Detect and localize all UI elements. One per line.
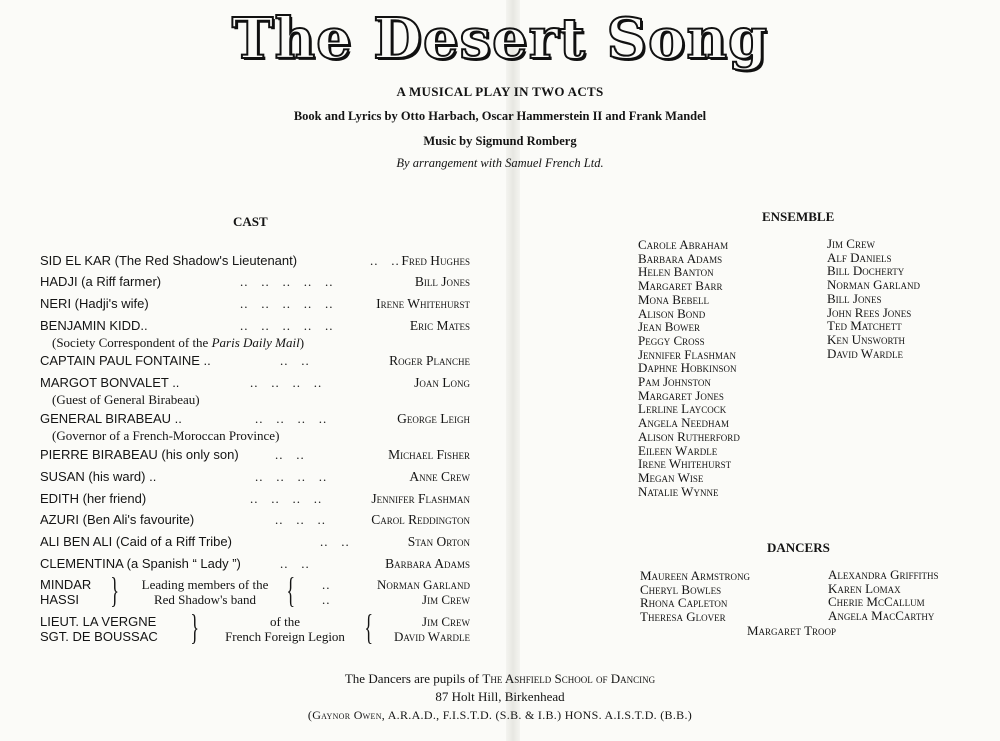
performer-name: Norman Garland (827, 277, 921, 293)
performer-name: Ted Matchett (827, 318, 902, 334)
cast-row (40, 411, 480, 429)
cast-role: EDITH (her friend) (40, 491, 147, 506)
performer-name: Alf Daniels (827, 249, 892, 265)
cast-actor: Roger Planche (389, 353, 470, 368)
dancers-heading: DANCERS (767, 540, 830, 555)
cast-row (40, 274, 480, 292)
arrangement-credit: By arrangement with Samuel French Ltd. (396, 156, 604, 170)
role-hassi: HASSI (40, 592, 80, 607)
performer-name: Megan Wise (638, 469, 704, 485)
performer-name: David Wardle (827, 345, 904, 361)
cast-actor: Fred Hughes (401, 253, 470, 268)
description-emphasis: Paris Daily Mail (211, 335, 300, 350)
cast-role-description (52, 335, 304, 351)
actor-jim-crew: Jim Crew (422, 592, 470, 607)
performer-name: Barbara Adams (638, 250, 723, 266)
group1-desc (130, 577, 280, 607)
cast-actor: Stan Orton (407, 534, 470, 549)
music-credit: Music by Sigmund Romberg (423, 134, 577, 148)
leader-dots: .. .. .. .. .. (240, 318, 334, 333)
footer-address: 87 Holt Hill, Birkenhead (435, 689, 565, 704)
leader-dots: .. .. .. .. (255, 469, 328, 484)
actor-david-wardle: David Wardle (393, 629, 470, 644)
cast-role: CLEMENTINA (a Spanish “ Lady ”) (40, 556, 241, 571)
page-title: The Desert Song (231, 6, 769, 72)
dancer-last: Margaret Troop (747, 623, 837, 638)
description-text: (Society Correspondent of the (52, 335, 212, 350)
group1-left-brace: } (110, 570, 119, 610)
cast-actor: Jennifer Flashman (371, 491, 470, 506)
actor-norman-garland: Norman Garland (376, 577, 470, 592)
cast-row (40, 534, 480, 552)
group2-desc (210, 614, 360, 644)
performer-name: Theresa Glover (640, 609, 726, 625)
performer-name: Margaret Barr (638, 278, 723, 294)
performer-name: Eileen Wardle (638, 442, 718, 458)
group2-roles (40, 614, 158, 644)
cast-actor: Michael Fisher (388, 447, 470, 462)
performer-name: Alison Rutherford (638, 428, 740, 444)
performer-name: John Rees Jones (827, 304, 912, 320)
leader-dots: .. .. .. .. (250, 375, 323, 390)
cast-role: SID EL KAR (The Red Shadow's Lieutenant) (40, 253, 298, 268)
description-end: ) (299, 335, 305, 350)
performer-name: Karen Lomax (828, 580, 901, 596)
cast-actor: Joan Long (414, 375, 470, 390)
group1-actors (377, 577, 470, 607)
leader-dots: .. .. (280, 556, 310, 571)
cast-role: SUSAN (his ward) .. (40, 469, 157, 484)
cast-role: AZURI (Ben Ali's favourite) (40, 512, 195, 527)
leader-dots: .. .. .. .. (250, 491, 323, 506)
description-text: (Governor of a French-Moroccan Province) (52, 428, 280, 443)
cast-row (40, 353, 480, 371)
leader-dots: .. .. (280, 353, 310, 368)
leader-dots: .. .. .. .. .. (240, 296, 334, 311)
cast-row (40, 253, 480, 271)
cast-actor: Bill Jones (414, 274, 470, 289)
group1-right-brace: { (286, 570, 295, 610)
performer-name: Alexandra Griffiths (828, 567, 939, 582)
cast-row (40, 296, 480, 314)
leader-dots: .. .. .. .. .. (240, 274, 334, 289)
performer-name: Bill Docherty (827, 263, 905, 279)
performer-name: Angela MacCarthy (828, 608, 935, 624)
cast-row (40, 556, 480, 574)
cast-heading: CAST (233, 214, 268, 229)
performer-name: Pam Johnston (638, 374, 711, 390)
ensemble-heading: ENSEMBLE (762, 209, 835, 224)
leader-dots: .. .. (275, 447, 305, 462)
cast-role: NERI (Hadji's wife) (40, 296, 149, 311)
performer-name: Natalie Wynne (638, 483, 719, 499)
performer-name: Carole Abraham (638, 237, 729, 252)
performer-name: Ken Unsworth (827, 331, 905, 347)
performer-name: Cheryl Bowles (640, 581, 722, 597)
cast-role: PIERRE BIRABEAU (his only son) (40, 447, 239, 462)
cast-row (40, 447, 480, 465)
performer-name: Jean Bower (638, 319, 700, 335)
group2-left-brace: } (190, 607, 199, 647)
performer-name: Cherie McCallum (828, 594, 925, 610)
dancers-column-2 (828, 568, 939, 623)
cast-actor: George Leigh (397, 411, 470, 426)
cast-actor: Anne Crew (409, 469, 470, 484)
performer-name: Jennifer Flashman (638, 346, 737, 362)
cast-role: ALI BEN ALI (Caid of a Riff Tribe) (40, 534, 232, 549)
leader-dots: .. .. (370, 253, 400, 268)
ensemble-column-2 (827, 237, 920, 360)
footer-school (0, 671, 1000, 687)
footer-school-name: The Ashfield School of Dancing (482, 671, 656, 686)
performer-name: Rhona Capleton (640, 595, 728, 611)
performer-name: Peggy Cross (638, 332, 705, 348)
group1-desc-line2: Red Shadow's band (153, 592, 256, 607)
group2-desc-line2: French Foreign Legion (225, 629, 345, 644)
leader-dots: .. .. (320, 534, 350, 549)
actor-jim-crew-2: Jim Crew (422, 614, 470, 629)
group2-desc-line1: of the (270, 614, 300, 629)
cast-role: GENERAL BIRABEAU .. (40, 411, 182, 426)
cast-actor: Eric Mates (409, 318, 470, 333)
dancers-column-1 (640, 569, 750, 624)
performer-name: Lerline Laycock (638, 401, 727, 417)
description-text: (Guest of General Birabeau) (52, 392, 200, 407)
cast-role-description (52, 428, 279, 444)
group1-roles (40, 577, 91, 607)
cast-role: HADJI (a Riff farmer) (40, 274, 162, 289)
performer-name: Mona Bebell (638, 291, 709, 307)
cast-row (40, 512, 480, 530)
performer-name: Jim Crew (827, 236, 875, 251)
role-mindar: MINDAR (40, 577, 92, 592)
performer-name: Alison Bond (638, 305, 706, 321)
leader-dots: .. .. .. (275, 512, 326, 527)
group1-dots: .. .. (322, 577, 331, 607)
footer-prefix: The Dancers are pupils of (344, 671, 483, 686)
cast-role-description (52, 392, 200, 408)
performer-name: Daphne Hobkinson (638, 360, 737, 376)
cast-actor: Irene Whitehurst (376, 296, 470, 311)
cast-role: BENJAMIN KIDD.. (40, 318, 148, 333)
performer-name: Irene Whitehurst (638, 456, 732, 472)
performer-name: Helen Banton (638, 264, 714, 280)
leader-dots: .. .. .. .. (255, 411, 328, 426)
cast-role: CAPTAIN PAUL FONTAINE .. (40, 353, 211, 368)
cast-row (40, 318, 480, 336)
performer-name: Bill Jones (827, 290, 882, 306)
cast-row (40, 491, 480, 509)
book-credit: Book and Lyrics by Otto Harbach, Oscar Hammerstein II and Frank Mandel (293, 109, 707, 123)
cast-role: MARGOT BONVALET .. (40, 375, 180, 390)
footer-qualifications: (Gaynor Owen, A.R.A.D., F.I.S.T.D. (S.B. & I.B.) HONS. A.I.S.T.D. (B.B.) (307, 708, 693, 722)
ensemble-column-1 (638, 238, 740, 498)
role-la-vergne: LIEUT. LA VERGNE (40, 614, 157, 629)
cast-actor: Barbara Adams (385, 556, 470, 571)
group2-right-brace: { (364, 607, 373, 647)
cast-row (40, 375, 480, 393)
group1-desc-line1: Leading members of the (141, 577, 269, 592)
cast-actor: Carol Reddington (371, 512, 470, 527)
performer-name: Margaret Jones (638, 387, 724, 403)
performer-name: Maureen Armstrong (640, 568, 750, 583)
subtitle: A MUSICAL PLAY IN TWO ACTS (396, 84, 604, 99)
role-de-boussac: SGT. DE BOUSSAC (40, 629, 158, 644)
group2-actors (394, 614, 470, 644)
cast-row (40, 469, 480, 487)
performer-name: Angela Needham (638, 415, 730, 431)
